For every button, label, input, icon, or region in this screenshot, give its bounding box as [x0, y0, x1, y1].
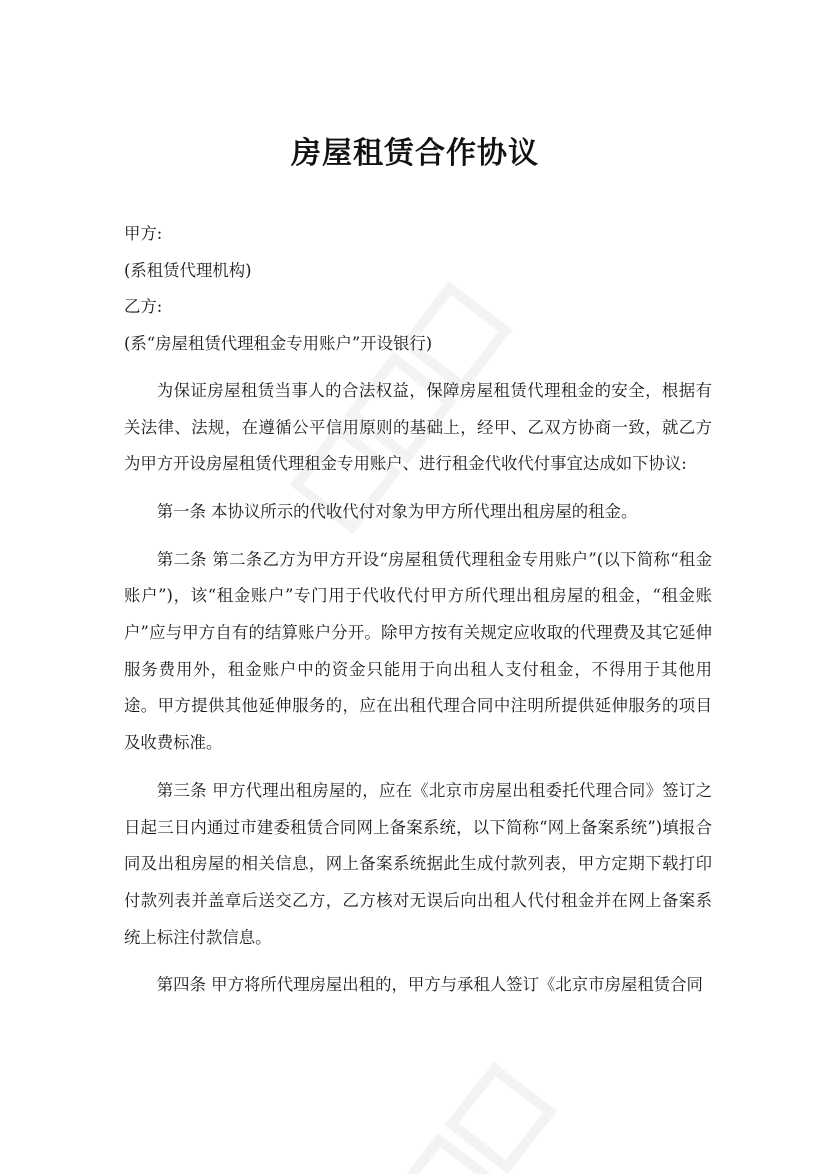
document-title: 房屋租赁合作协议: [291, 136, 539, 172]
party-b-note: (系“房屋租赁代理租金专用账户”开设银行): [124, 334, 433, 354]
watermark-graphic: [387, 988, 618, 1174]
article-3: 第三条 甲方代理出租房屋的，应在《北京市房屋出租委托代理合同》签订之日起三日内通过市建委租赁合同网上备案系统，以下简称“网上备案系统”)填报合同及出租房屋的相关信息，网上备案系统据此生成付款列表，甲方定期下载打印付款列表并盖章后送交乙方，乙方核对无误后向出租人代付租金并在网上备案系统上标注付款信息。: [124, 780, 712, 947]
document-body: [124, 216, 712, 1004]
article-1: 第一条 本协议所示的代收代付对象为甲方所代理出租房屋的租金。: [156, 501, 638, 521]
watermark: [387, 988, 632, 1174]
party-a-label: 甲方:: [124, 224, 163, 243]
preamble-paragraph: 为保证房屋租赁当事人的合法权益，保障房屋租赁代理租金的安全，根据有关法律、法规，在遵循公平信用原则的基础上，经甲、乙双方协商一致，就乙方为甲方开设房屋租赁代理租金专用账户、进行租金代收代付事宜达成如下协议:: [124, 380, 712, 474]
party-a-note: (系租赁代理机构): [124, 260, 252, 280]
article-2: 第二条 第二条乙方为甲方开设“房屋租赁代理租金专用账户”(以下简称“租金账户”)，该“租金账户”专门用于代收代付甲方所代理出租房屋的租金，“租金账户”应与甲方自有的结算账户分开。除甲方按有关规定应收取的代理费及其它延伸服务费用外，租金账户中的资金只能用于向出租人支付租金，不得用于其他用途。甲方提供其他延伸服务的，应在出租代理合同中注明所提供延伸服务的项目及收费标准。: [124, 549, 712, 753]
party-b-label: 乙方:: [124, 297, 163, 317]
article-4: 第四条 甲方将所代理房屋出租的，甲方与承租人签订《北京市房屋租赁合同: [156, 975, 703, 995]
